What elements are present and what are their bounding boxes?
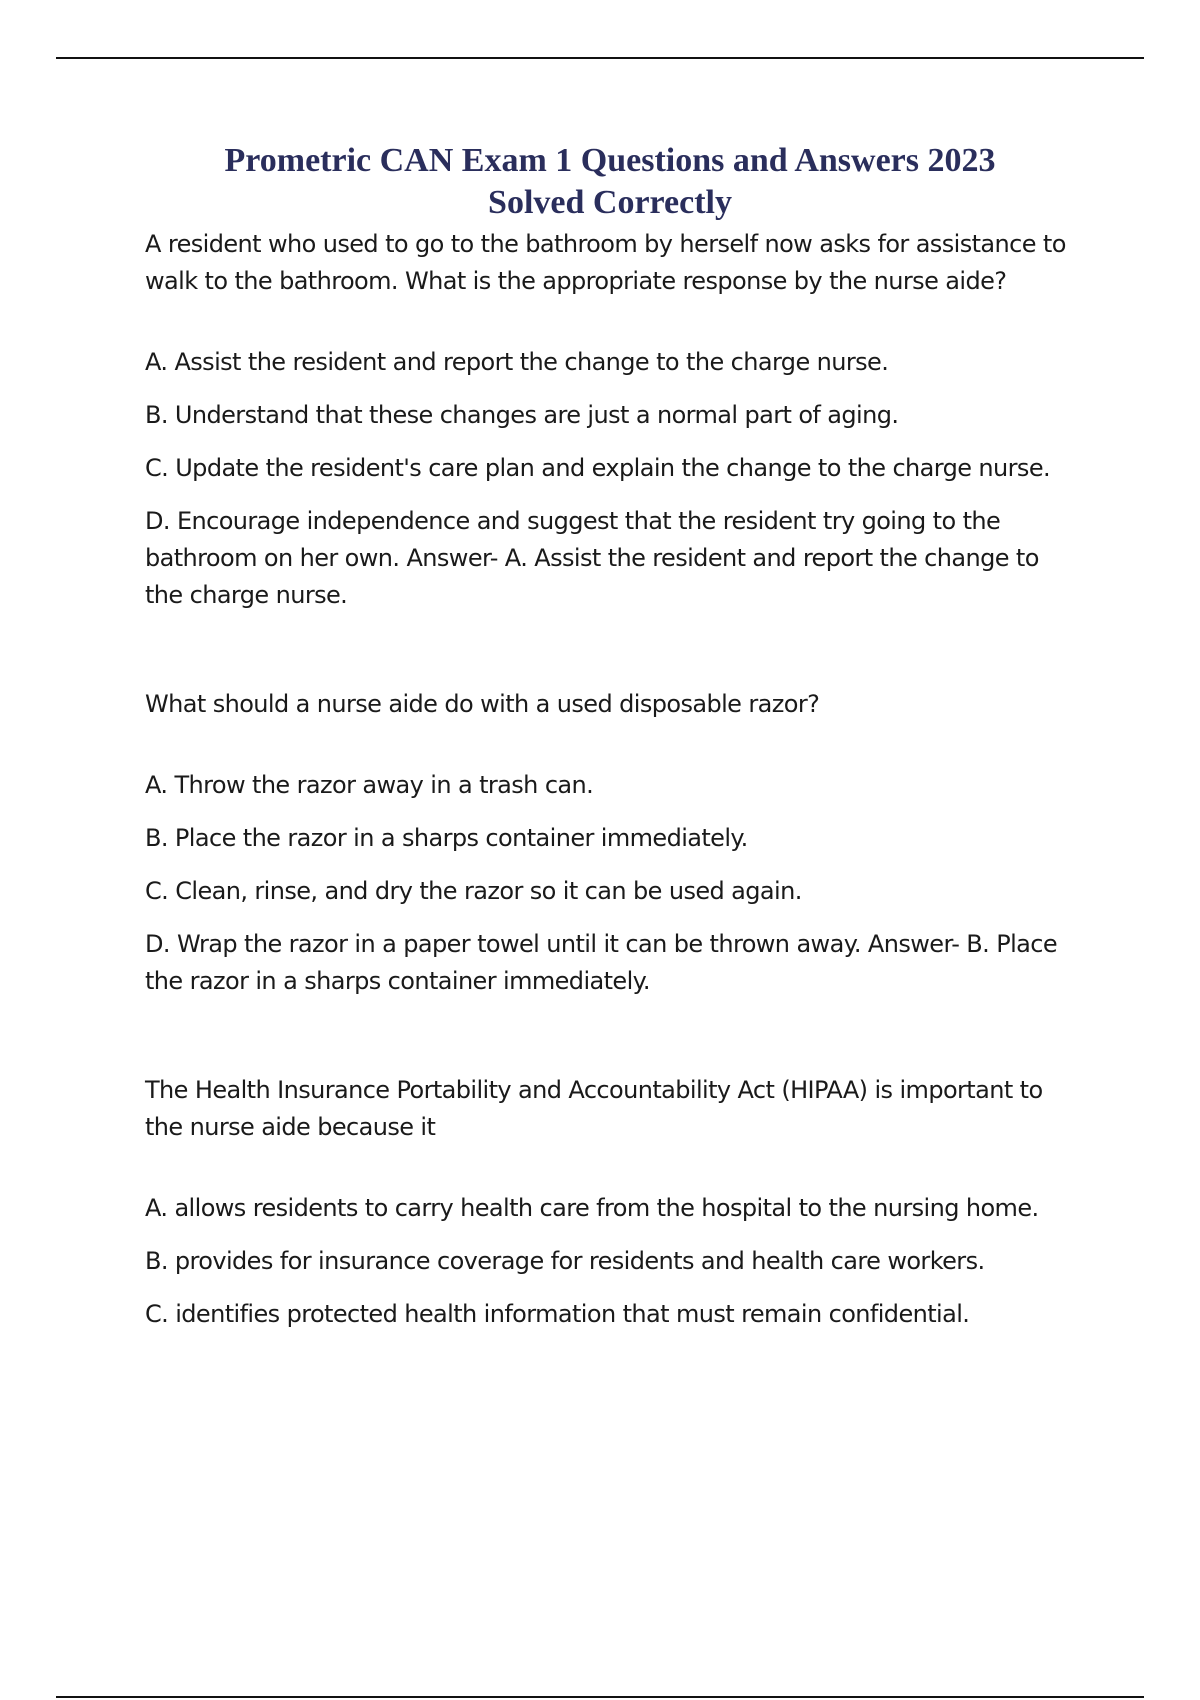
option-c: C. identifies protected health information that must remain confidential. [145,1300,970,1328]
title-line-1: Prometric CAN Exam 1 Questions and Answers 2023 [224,142,996,179]
option-d: D. Wrap the razor in a paper towel until it can be thrown away. Answer- B. Place the razor in a sharps container immediately. [145,930,1058,995]
option-b: B. Understand that these changes are just a normal part of aging. [145,401,899,429]
option-d: D. Encourage independence and suggest that the resident try going to the bathroom on her own. Answer- A. Assist the resident and report the change to the charge nurse. [145,507,1039,609]
question-text: A resident who used to go to the bathroom by herself now asks for assistance to walk to the bathroom. What is the appropriate response by the nurse aide? [145,230,1066,295]
question-block-3 [145,1072,1075,1333]
option-list [145,1190,1075,1333]
document-title [145,140,1075,224]
option-a: A. allows residents to carry health care from the hospital to the nursing home. [145,1194,1039,1222]
option-a: A. Assist the resident and report the change to the charge nurse. [145,348,889,376]
bottom-rule [56,1696,1144,1698]
option-list [145,344,1075,614]
option-c: C. Update the resident's care plan and explain the change to the charge nurse. [145,454,1051,482]
question-block-1 [145,226,1075,614]
option-b: B. Place the razor in a sharps container immediately. [145,824,748,852]
option-list [145,767,1075,1000]
question-text: What should a nurse aide do with a used disposable razor? [145,690,820,718]
question-text: The Health Insurance Portability and Accountability Act (HIPAA) is important to the nurse aide because it [145,1076,1043,1141]
question-block-2 [145,686,1075,1000]
option-a: A. Throw the razor away in a trash can. [145,771,594,799]
option-b: B. provides for insurance coverage for residents and health care workers. [145,1247,985,1275]
option-c: C. Clean, rinse, and dry the razor so it can be used again. [145,877,802,905]
title-line-2: Solved Correctly [488,184,732,221]
top-rule [56,57,1144,59]
document-page [145,140,1075,1349]
